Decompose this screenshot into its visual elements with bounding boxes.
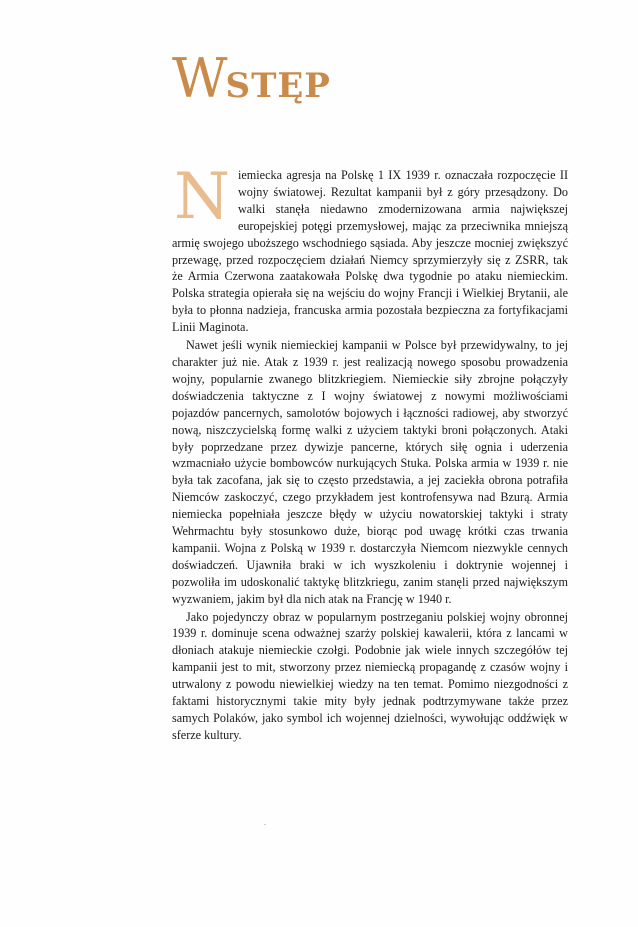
chapter-body bbox=[172, 160, 568, 744]
page-speck bbox=[264, 824, 266, 825]
paragraph-3: Jako pojedynczy obraz w popularnym postrzeganiu polskiej wojny obronnej 1939 r. dominuje scena odważnej szarży polskiej kawalerii, która z lancami w dłoniach atakuje niemieckie czołgi. Podobnie jak wiele innych szczegółów tej kampanii jest to mit, stworzony przez niemiecką propagandę z czasów wojny i utrwalony z powodu niewielkiej wiedzy na ten temat. Pomimo niezgodności z faktami historycznymi takie mity były jednak podtrzymywane także przez samych Polaków, jako symbol ich wojennej dzielności, wywołując oddźwięk w sferze kultury. bbox=[172, 609, 568, 742]
paragraph-2: Nawet jeśli wynik niemieckiej kampanii w Polsce był przewidywalny, to jej charakter już nie. Atak z 1939 r. jest realizacją nowego sposobu prowadzenia wojny, popularnie zwanego blitzkriegiem. Niemieckie siły zbrojne połączyły doświadczenia taktyczne z I wojny światowej z nowymi możliwościami pojazdów pancernych, samolotów bojowych i łączności radiowej, aby stworzyć nową, niszczycielską formę walki z użyciem taktyki broni połączonych. Ataki były poprzedzane przez dywizje pancerne, których siłę ognia i uderzenia wzmacniało użycie bombowców nurkujących Stuka. Polska armia w 1939 r. nie była tak zacofana, jak się to często przedstawia, a jej zaciekła obrona potrafiła Niemców zaskoczyć, czego przykładem jest kontrofensywa nad Bzurą. Armia niemiecka popełniała jeszcze błędy w użyciu nowatorskiej taktyki i straty Wehrmachtu były stosunkowo duże, biorąc pod uwagę krótki czas trwania kampanii. Wojna z Polską w 1939 r. dostarczyła Niemcom niezwykle cennych doświadczeń. Ujawniła braki w ich wyszkoleniu i doktrynie wojennej i pozwoliła im udoskonalić taktykę blitzkriegu, zanim stanęli przed największym wyzwaniem, jakim był dla nich atak na Francję w 1940 r. bbox=[172, 338, 568, 606]
chapter-title bbox=[172, 47, 331, 110]
drop-cap: N bbox=[174, 160, 230, 234]
paragraph-1 bbox=[172, 160, 568, 336]
chapter-title-rest: STĘP bbox=[225, 66, 331, 106]
chapter-title-initial: W bbox=[172, 47, 226, 110]
paragraph-1-text: iemiecka agresja na Polskę 1 IX 1939 r. oznaczała rozpoczęcie II wojny światowej. Rezultat kampanii był z góry przesądzony. Do walki stanęła niedawno zmodernizowana armia największej europejskiej potęgi przemysłowej, mając za przeciwnika mniejszą armię swojego uboższego wschodniego sąsiada. Aby jeszcze mocniej zwiększyć przewagę, przed rozpoczęciem działań Niemcy sprzymierzyły się z ZSRR, tak że Armia Czerwona zaatakowała Polskę dwa tygodnie po ataku niemieckim. Polska strategia opierała się na wejściu do wojny Francji i Wielkiej Brytanii, ale była to płonna nadzieja, francuska armia pozostała bezpieczna za fortyfikacjami Linii Maginota. bbox=[172, 168, 568, 335]
